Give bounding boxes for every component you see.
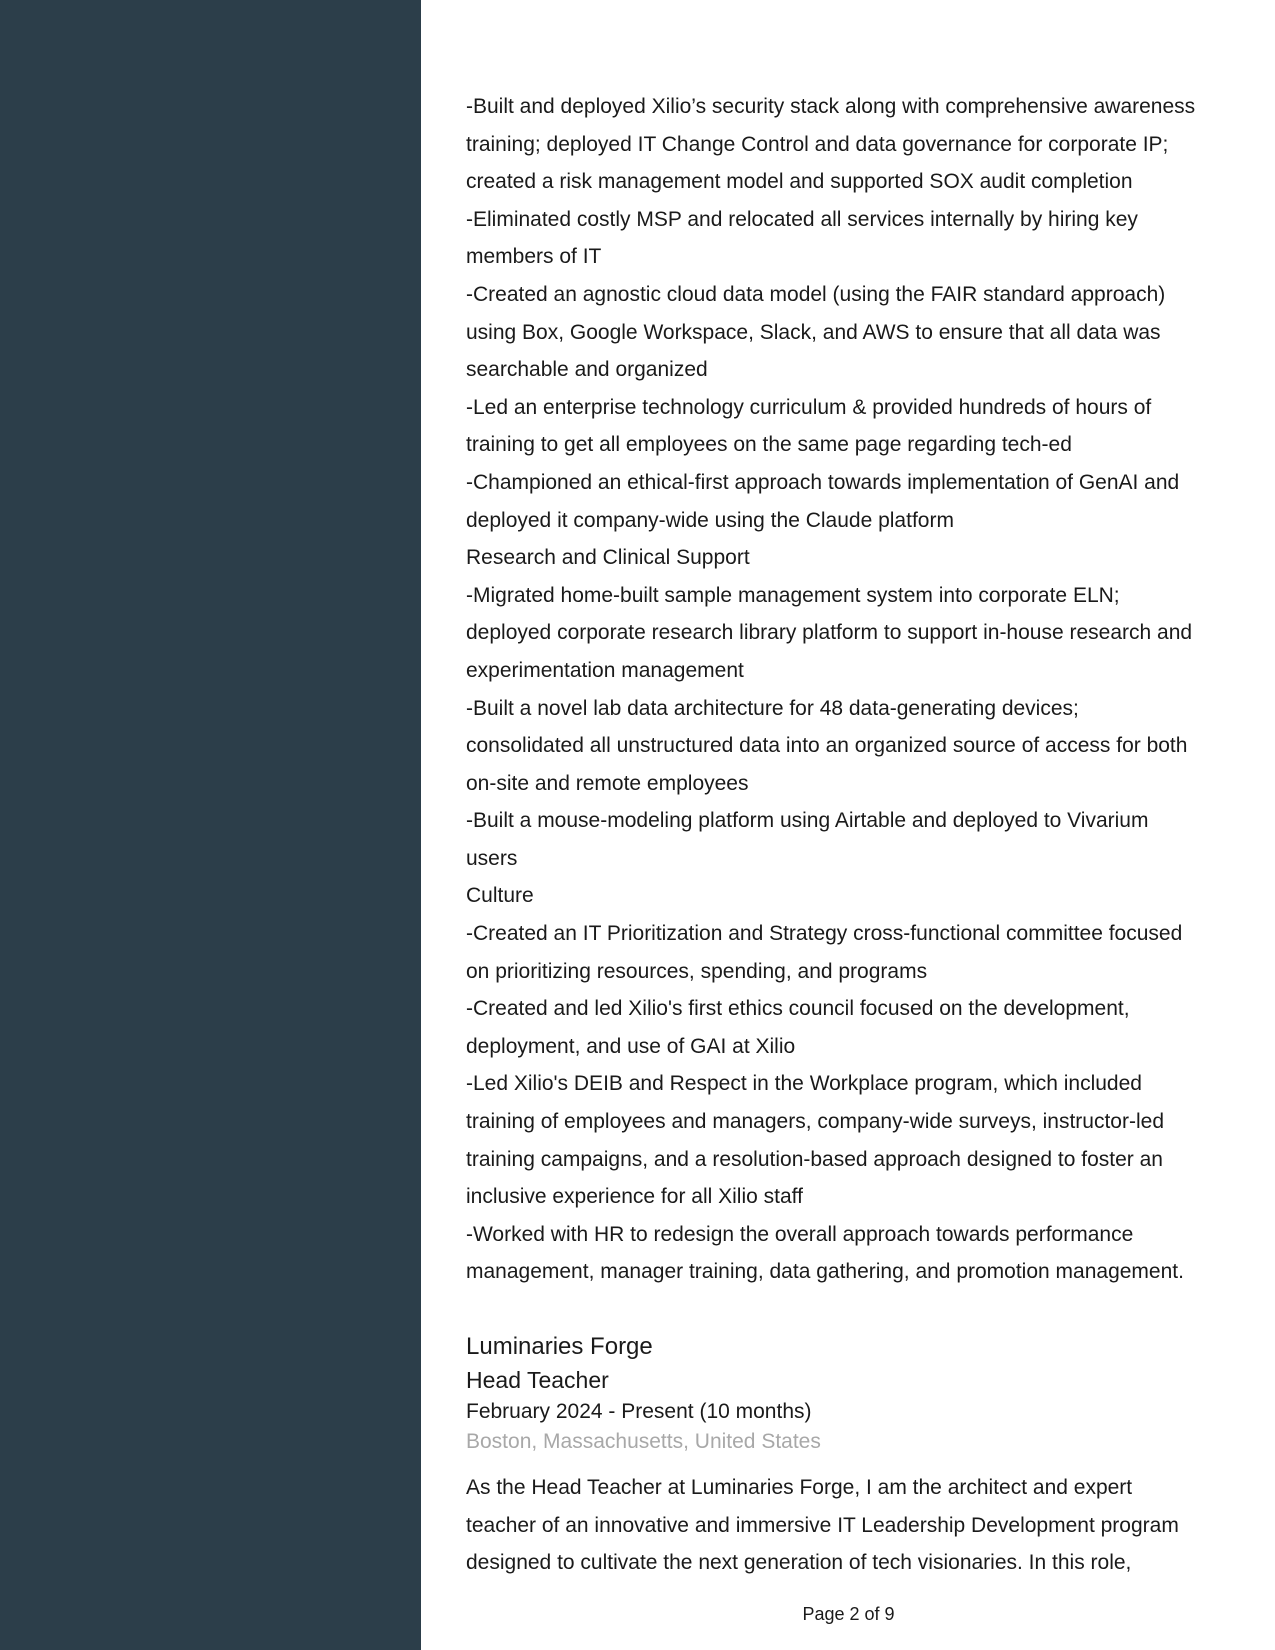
text-line: inclusive experience for all Xilio staff: [466, 1185, 803, 1209]
text-line: searchable and organized: [466, 358, 708, 382]
section-heading: Research and Clinical Support: [466, 546, 750, 570]
text-line: on prioritizing resources, spending, and programs: [466, 959, 928, 983]
text-line: -Migrated home-built sample management system into corporate ELN;: [466, 583, 1120, 607]
text-line: created a risk management model and supported SOX audit completion: [466, 170, 1133, 194]
text-line: members of IT: [466, 245, 602, 269]
job-description: [466, 1469, 1236, 1582]
text-line: deployed it company-wide using the Claude platform: [466, 508, 954, 532]
text-line: -Championed an ethical-first approach towards implementation of GenAI and: [466, 470, 1180, 494]
sidebar-panel: [0, 0, 421, 1650]
text-line: training campaigns, and a resolution-based approach designed to foster an: [466, 1147, 1163, 1171]
text-line: -Built and deployed Xilio’s security stack along with comprehensive awareness: [466, 95, 1196, 118]
job-title: Head Teacher: [466, 1367, 609, 1393]
text-line: teacher of an innovative and immersive IT Leadership Development program: [466, 1513, 1179, 1537]
text-line: on-site and remote employees: [466, 771, 749, 795]
text-line: training of employees and managers, company-wide surveys, instructor-led: [466, 1110, 1164, 1134]
text-line: deployed corporate research library platform to support in-house research and: [466, 621, 1193, 645]
text-line: -Worked with HR to redesign the overall approach towards performance: [466, 1222, 1134, 1246]
text-line: deployment, and use of GAI at Xilio: [466, 1034, 796, 1058]
text-line: -Created an IT Prioritization and Strategy cross-functional committee focused: [466, 922, 1183, 946]
text-line: using Box, Google Workspace, Slack, and AWS to ensure that all data was: [466, 320, 1161, 344]
text-line: -Created and led Xilio's first ethics council focused on the development,: [466, 997, 1130, 1021]
experience-details: [466, 88, 1236, 1291]
page-number: Page 2 of 9: [802, 1604, 895, 1624]
text-line: designed to cultivate the next generation of tech visionaries. In this role,: [466, 1551, 1132, 1575]
page-footer: [0, 1601, 1275, 1627]
section-heading: Culture: [466, 884, 534, 908]
text-line: training to get all employees on the same page regarding tech-ed: [466, 433, 1072, 457]
text-line: -Created an agnostic cloud data model (using the FAIR standard approach): [466, 282, 1166, 306]
text-line: -Led Xilio's DEIB and Respect in the Workplace program, which included: [466, 1072, 1142, 1096]
text-line: experimentation management: [466, 658, 744, 682]
text-line: users: [466, 846, 518, 870]
text-line: -Led an enterprise technology curriculum & provided hundreds of hours of: [466, 395, 1152, 419]
company-name: Luminaries Forge: [466, 1333, 653, 1360]
job-location: Boston, Massachusetts, United States: [466, 1430, 821, 1453]
text-line: -Built a novel lab data architecture for 48 data-generating devices;: [466, 696, 1079, 720]
text-line: consolidated all unstructured data into an organized source of access for both: [466, 734, 1188, 758]
text-line: -Built a mouse-modeling platform using Airtable and deployed to Vivarium: [466, 809, 1149, 833]
text-line: training; deployed IT Change Control and data governance for corporate IP;: [466, 132, 1169, 156]
job-entry: [466, 1330, 1236, 1582]
text-line: -Eliminated costly MSP and relocated all services internally by hiring key: [466, 207, 1138, 231]
job-dates: February 2024 - Present (10 months): [466, 1400, 812, 1423]
text-line: management, manager training, data gathering, and promotion management.: [466, 1260, 1184, 1284]
text-line: As the Head Teacher at Luminaries Forge, I am the architect and expert: [466, 1476, 1133, 1499]
